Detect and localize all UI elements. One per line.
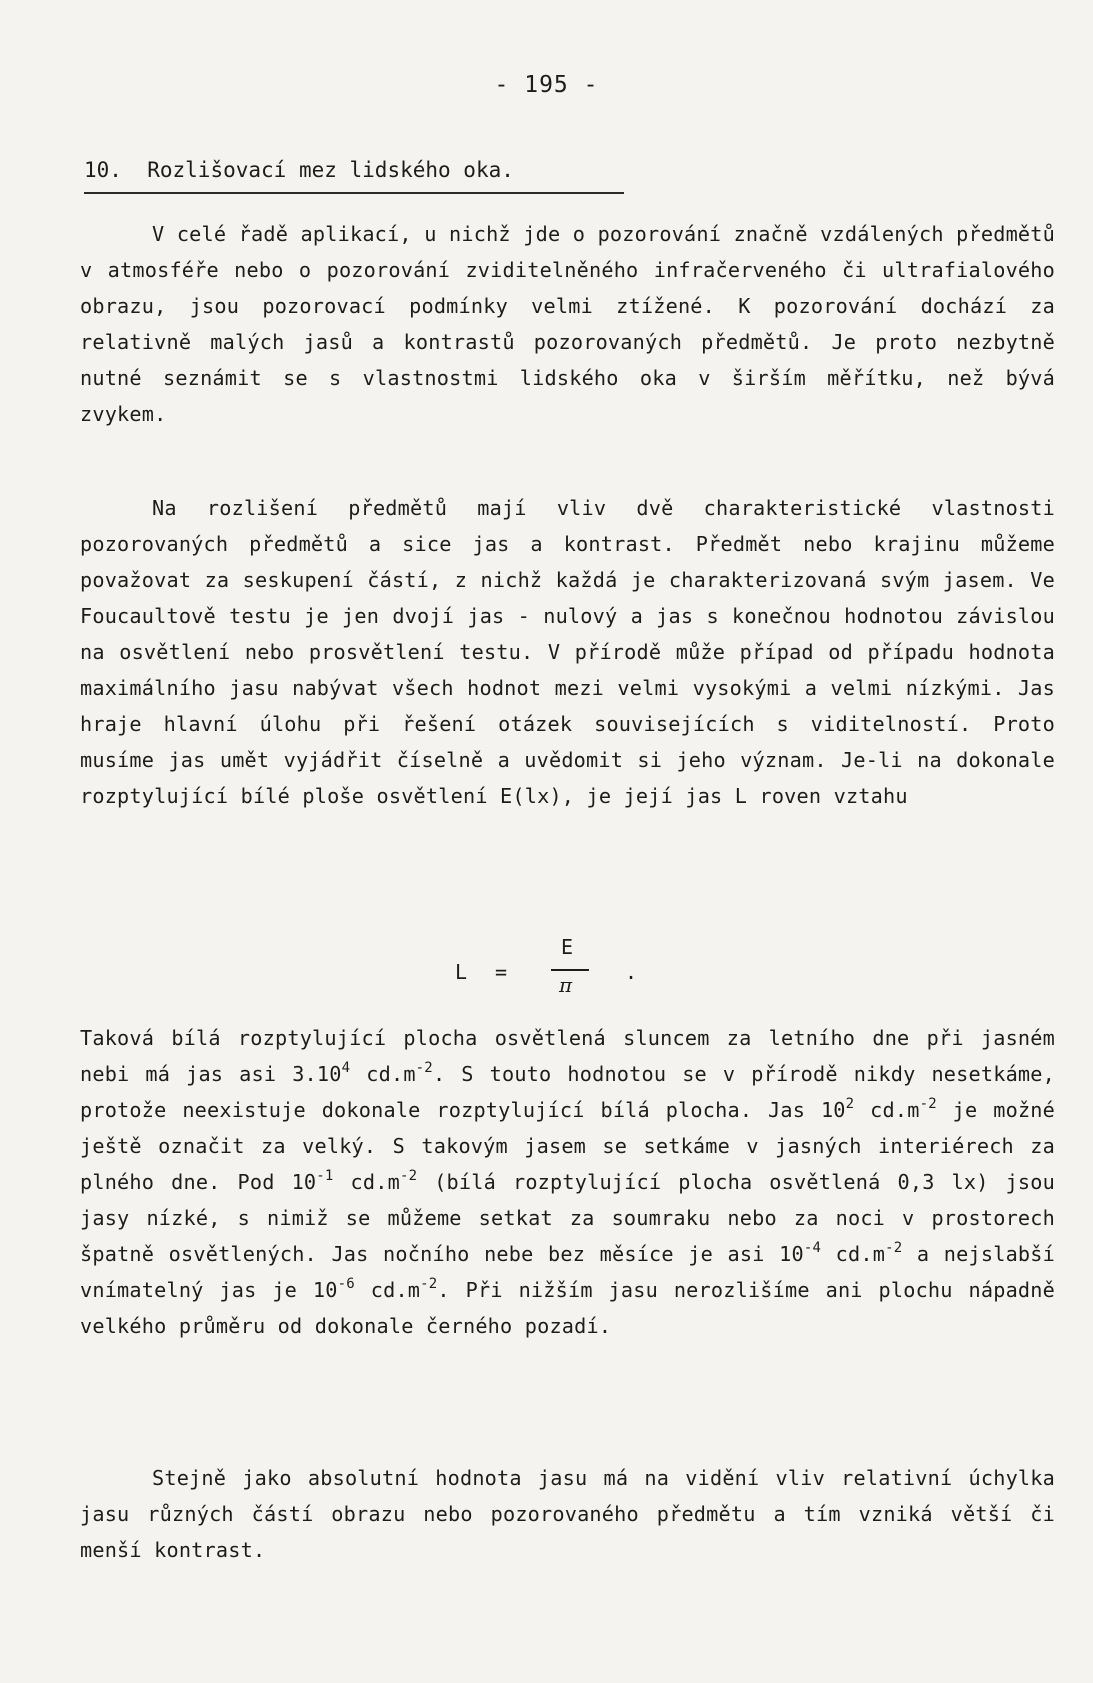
text-run: cd.m bbox=[350, 1062, 416, 1086]
luminance-formula bbox=[455, 935, 655, 1007]
text-run: cd.m bbox=[333, 1170, 400, 1194]
text-run: a nejslabší vnímatelný jas je 10 bbox=[80, 1242, 1055, 1302]
paragraph-2: Na rozlišení předmětů mají vliv dvě charakteristické vlastnosti pozorovaných předmětů a sice jas a kontrast. Předmět nebo krajinu můžeme považovat za seskupení částí, z nichž každá je charakterizovaná svým jasem. Ve Foucaultově testu je jen dvojí jas - nulový a jas s konečnou hodnotou závislou na osvětlení nebo prosvětlení testu. V přírodě může případ od případu hodnota maximálního jasu nabývat všech hodnot mezi velmi vysokými a velmi nízkými. Jas hraje hlavní úlohu při řešení otázek souvisejících s viditelností. Proto musíme jas umět vyjádřit číselně a uvědomit si jeho význam. Je-li na dokonale rozptylující bílé ploše osvětlení E(lx), je její jas L roven vztahu bbox=[80, 496, 1055, 808]
exponent: -2 bbox=[885, 1240, 903, 1256]
exponent: -2 bbox=[919, 1096, 937, 1112]
exponent: -2 bbox=[415, 1060, 433, 1076]
section-heading bbox=[84, 155, 514, 185]
exponent: 2 bbox=[845, 1096, 855, 1112]
exponent: -1 bbox=[316, 1168, 334, 1184]
text-run: (bílá rozptylující plocha osvětlená 0,3 lx) jsou jasy nízké, s nimiž se můžeme setkat za soumraku nebo za noci v prostorech špatně osvětlených. Jas nočního nebe bez měsíce je asi 10 bbox=[80, 1170, 1055, 1266]
text-run: cd.m bbox=[354, 1278, 421, 1302]
fraction-bar bbox=[551, 969, 589, 971]
paragraph-3 bbox=[80, 1020, 1055, 1344]
exponent: -2 bbox=[399, 1168, 418, 1184]
text-run: je možné ještě označit za velký. S takovým jasem se setkáme v jasných interiérech za plného dne. Pod 10 bbox=[80, 1098, 1056, 1194]
page-number: - 195 - bbox=[494, 72, 599, 98]
text-run: . Při nižším jasu nerozlišíme ani plochu nápadně velkého průměru od dokonale černého pozadí. bbox=[80, 1278, 1055, 1338]
formula-denominator: π bbox=[559, 973, 573, 997]
text-run: . S touto hodnotou se v přírodě nikdy nesetkáme, protože neexistuje dokonale rozptylující bílá plocha. Jas 10 bbox=[80, 1062, 1055, 1122]
exponent: -4 bbox=[803, 1240, 822, 1256]
formula-lhs: L bbox=[455, 960, 468, 984]
exponent: -2 bbox=[420, 1276, 438, 1292]
exponent: 4 bbox=[341, 1060, 351, 1076]
text-run: cd.m bbox=[821, 1242, 886, 1266]
heading-underline bbox=[84, 192, 624, 194]
section-title: Rozlišovací mez lidského oka. bbox=[147, 158, 514, 182]
paragraph-1: V celé řadě aplikací, u nichž jde o pozorování značně vzdálených předmětů v atmosféře nebo o pozorování zviditelněného infračerveného či ultrafialového obrazu, jsou pozorovací podmínky velmi ztížené. K pozorování dochází za relativně malých jasů a kontrastů pozorovaných předmětů. Je proto nezbytně nutné seznámit se s vlastnostmi lidského oka v širším měřítku, než bývá zvykem. bbox=[80, 222, 1055, 426]
section-number: 10. bbox=[84, 158, 122, 182]
formula-equals: = bbox=[495, 960, 508, 984]
text-run: Taková bílá rozptylující plocha osvětlená sluncem za letního dne při jasném nebi má jas asi 3.10 bbox=[80, 1026, 1055, 1086]
formula-numerator: E bbox=[561, 935, 574, 959]
formula-terminator: . bbox=[625, 960, 638, 984]
paragraph-4: Stejně jako absolutní hodnota jasu má na vidění vliv relativní úchylka jasu různých částí obrazu nebo pozorovaného předmětu a tím vzniká větší či menší kontrast. bbox=[80, 1466, 1055, 1562]
text-run: cd.m bbox=[854, 1098, 920, 1122]
exponent: -6 bbox=[337, 1276, 355, 1292]
